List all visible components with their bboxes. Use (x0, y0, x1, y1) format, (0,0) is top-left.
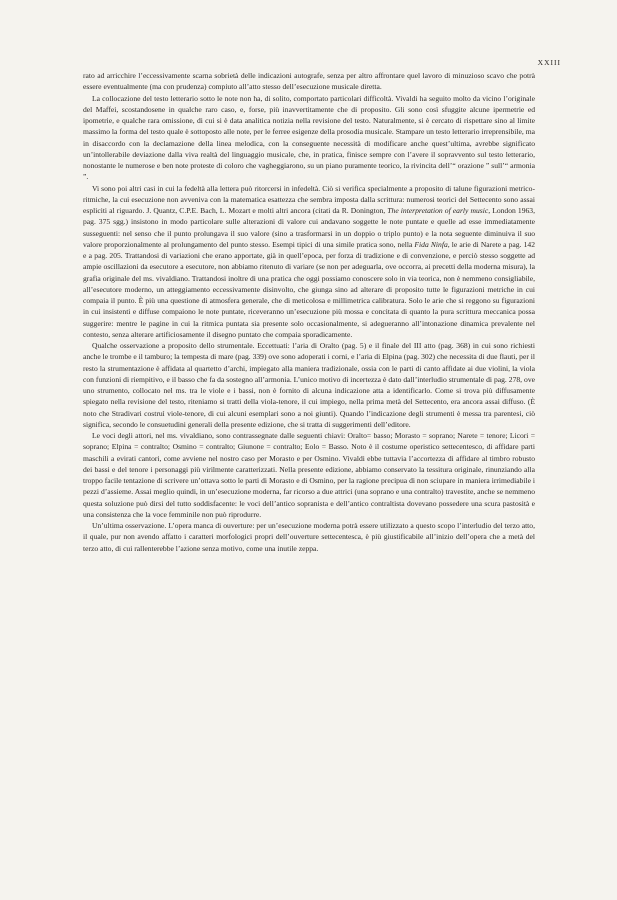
text-run: , le arie di Narete a pag. 142 e a pag. 205. Trattandosi di variazioni che erano apportate, già in quell’epoca, per forza di tradizione e di convenzione, e perciò stesso soggette ad ampie oscillazioni da esecutore a esecutore, non abbiamo ritenuto di variare (se non per adeguarla, ove occorra, ai precetti della moderna misura), la grafia originale del ms. vivaldiano. Trattandosi inoltre di una pratica che oggi possiamo conoscere solo in via teorica, non è nemmeno consigliabile, all’esecutore moderno, un atteggiamento eccessivamente disinvolto, che giunga sino ad alterare di proposito tutte le figurazioni metriche in cui compaia il punto. È più una questione di atmosfera generale, che di meticolosa e millimetrica calibratura. Solo le arie che si reggono su figurazioni in cui insistenti e diffuse compaiono le note puntate, riceveranno un’esecuzione più mossa e concitata di quanto la pura scrittura meccanica possa suggerire: mentre le pagine in cui la ritmica puntata sia presente solo occasionalmente, si adegueranno all’intonazione dinamica prevalente nel contesto, senza alterare artificiosamente il disegno puntato che compaia sporadicamente. (83, 239, 535, 339)
paragraph (83, 93, 535, 183)
text-run: rato ad arricchire l’eccessivamente scarna sobrietà delle indicazioni autografe, senza per altro affrontare quel lavoro di minuzioso scavo che potrà essere eventualmente (ma con prudenza) compiuto all’atto stesso dell’esecuzione musicale diretta. (83, 71, 535, 92)
paragraph (83, 183, 535, 341)
paragraph (83, 70, 535, 93)
page-number: XXIII (537, 58, 561, 67)
body-text (83, 70, 535, 554)
paragraph (83, 520, 535, 554)
italic-title: Fida Ninfa (414, 239, 448, 249)
italic-title: The interpretation of early music (387, 206, 489, 215)
text-run: , London 1963, pag. 375 sgg.) insistono in modo particolare sulle alterazioni di valore cui andavano soggette le note puntate e quelle ad esse immediatamente susseguenti: nel senso che il punto prolungava il suo valore (sino a trasformarsi in un doppio o triplo punto) e la nota seguente diminuiva il suo valore proporzionalmente al prolungamento del punto stesso. Esempi tipici di una simile pratica sono, nella (83, 206, 536, 249)
text-run: Qualche osservazione a proposito dello strumentale. Eccettuati: l’aria di Oralto (pag. 5) e il finale del III atto (pag. 368) in cui sono richiesti anche le trombe e il tamburo; la tempesta di mare (pag. 339) ove sono adoperati i corni, e l’aria di Elpina (pag. 302) che necessita di due flauti, per il resto la strumentazione è affidata al quartetto d’archi, impiegato alla maniera tradizionale, ossia con le parti di canto affidate ai due violini, la viola con funzioni di riempitivo, e il basso che fa da sostegno all’armonia. L’unico motivo di incertezza è dato dall’interludio strumentale di pag. 278, ove uno strumento, collocato nel ms. tra le viole e i bassi, non è fornito di alcuna indicazione atta a identificarlo. Come si trova più diffusamente spiegato nella revisione del testo, riteniamo si tratti della viola-tenore, il cui impiego, nella prima metà del Settecento, era ancora assai diffuso. (È noto che Stradivari costruì viole-tenore, di cui alcuni esemplari sono a noi giunti). Quando l’indicazione degli strumenti è messa tra parentesi, ciò significa, secondo le consuetudini generali della presente edizione, che si tratta di suggerimenti dell’editore. (83, 341, 535, 429)
text-run: Vi sono poi altri casi in cui la fedeltà alla lettera può ritorcersi in infedeltà. Ciò si verifica specialmente a proposito di talune figurazioni metrico-ritmiche, la cui esecuzione non avveniva con la matematica esattezza che sembra imposta dalla scrittura: numerosi teorici del Settecento sono assai espliciti al riguardo. J. Quantz, C.P.E. Bach, L. Mozart e molti altri ancora (citati da R. Donington, (83, 183, 535, 215)
text-run: Un’ultima osservazione. L’opera manca di ouverture: per un’esecuzione moderna potrà essere utilizzato a questo scopo l’interludio del terzo atto, il quale, pur non avendo affatto i caratteri morfologici propri dell’ouverture settecentesca, è più giustificabile all’inizio dell’opera che a metà del terzo atto, di cui rallenterebbe l’azione senza motivo, come una inutile zeppa. (83, 521, 535, 553)
text-run: Le voci degli attori, nel ms. vivaldiano, sono contrassegnate dalle seguenti chiavi: Oralto= basso; Morasto = soprano; Narete = tenore; Licori = soprano; Elpina = contralto; Osmino = contralto; Giunone = contralto; Eolo = Basso. Noto è il costume operistico settecentesco, di affidare parti maschili a evirati cantori, come avviene nel nostro caso per Morasto e per Osmino. Vivaldi ebbe tuttavia l’accortezza di affidare al timbro robusto dei bassi e del tenore i personaggi più virilmente caratterizzati. Nella presente edizione, abbiamo conservato la tessitura originale, rinunziando alla troppo facile tentazione di scrivere un’ottava sotto le parti di Morasto e di Osmino, per la ragione precipua di non sciupare in maniera irrimediabile i pezzi d’assieme. Assai meglio quindi, in un’esecuzione moderna, far ricorso a due attrici (una soprano e una contralto) travestite, anche se nemmeno questa soluzione può dirsi del tutto soddisfacente: le voci dell’antico sopranista e dell’antico contraltista dovevano possedere una scura pastosità e una consistenza che la voce femminile non può riprodurre. (83, 431, 535, 519)
paragraph (83, 340, 535, 430)
paragraph (83, 430, 535, 520)
text-run: La collocazione del testo letterario sotto le note non ha, di solito, comportato particolari difficoltà. Vivaldi ha seguito molto da vicino l’originale del Maffei, scostandosene in qualche raro caso, e, forse, più inavvertitamente che di proposito. Gli sono così sfuggite alcune ipermetrie ed ipometrie, e qualche rara omissione, di cui si è data analitica notizia nella revisione del testo. Naturalmente, si è cercato di rispettare sino al limite massimo la forma del testo quale è sottoposto alle note, per le ferree esigenze della prosodia musicale. Stampare un testo letterario irreprensibile, ma in disaccordo con la declamazione della linea melodica, con la conseguente necessità di modificare anche quest’ultima, avrebbe significato un’intollerabile deviazione dalla viva realtà del linguaggio musicale, che, in pratica, finisce sempre con l’avere il sopravvento sul testo letterario, nonostante le numerose e ben note proteste di coloro che vagheggiarono, su un piano puramente teorico, la rivincita dell’“ orazione ” sull’“ armonia ”. (83, 93, 535, 182)
